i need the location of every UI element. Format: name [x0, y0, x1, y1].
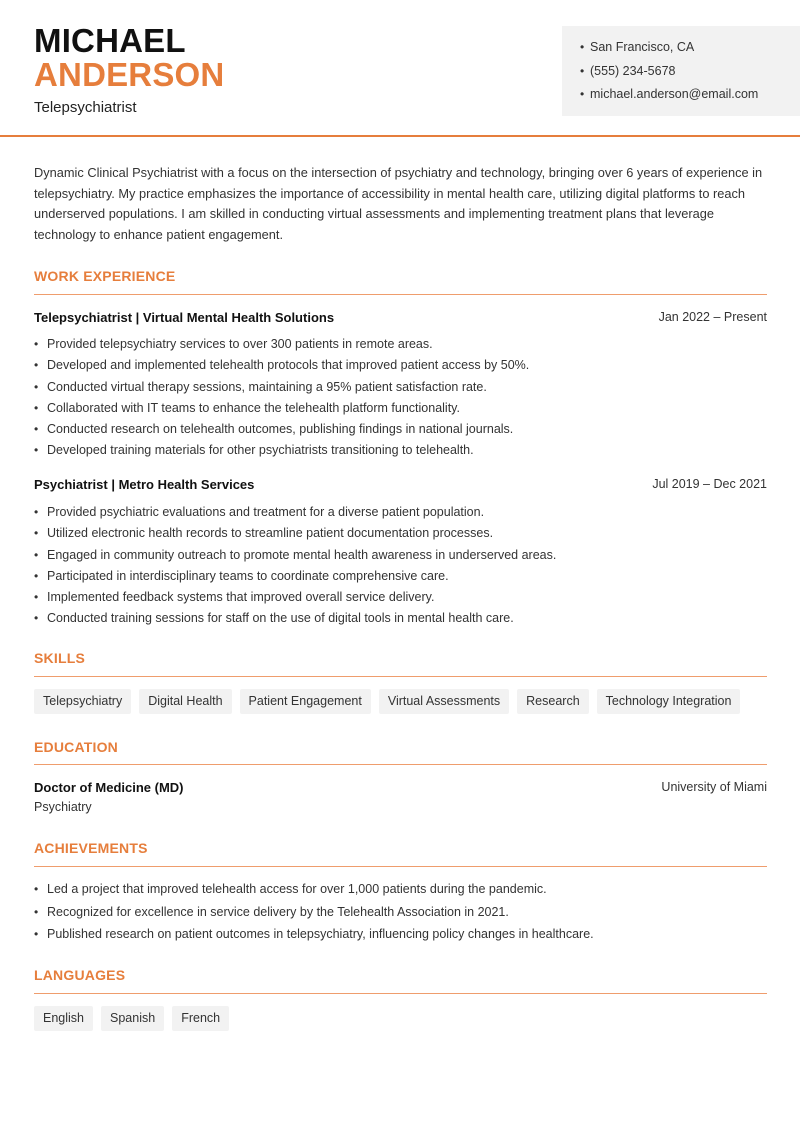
skills-list — [34, 689, 740, 714]
job-date: Jul 2019 – Dec 2021 — [652, 477, 767, 491]
section-divider — [34, 866, 767, 867]
list-item: • Published research on patient outcomes in telepsychiatry, influencing policy changes in healthcare. — [34, 926, 767, 949]
list-item: • Implemented feedback systems that improved overall service delivery. — [34, 589, 767, 610]
list-item: • Provided psychiatric evaluations and treatment for a diverse patient population. — [34, 504, 767, 525]
list-item: • Collaborated with IT teams to enhance the telehealth platform functionality. — [34, 400, 767, 421]
section-title-languages: LANGUAGES — [34, 967, 126, 983]
bullet-icon: • — [34, 400, 39, 415]
bullet-icon: • — [34, 547, 39, 562]
education-header — [34, 780, 767, 795]
bullet-icon: • — [34, 443, 39, 458]
list-item: • Developed and implemented telehealth protocols that improved patient access by 50%. — [34, 357, 767, 378]
job-header — [34, 310, 767, 325]
bullet-icon: • — [34, 337, 39, 351]
job-title: Telepsychiatrist — [34, 99, 137, 116]
bullet-icon: • — [580, 63, 585, 78]
last-name: ANDERSON — [34, 56, 225, 93]
achievements-list — [34, 881, 767, 949]
job-header — [34, 477, 767, 492]
section-divider — [34, 294, 767, 295]
list-item: • Engaged in community outreach to promote mental health awareness in underserved areas. — [34, 547, 767, 568]
language-tag: English — [34, 1006, 93, 1031]
job-role: Psychiatrist | Metro Health Services — [34, 477, 255, 492]
bullet-icon: • — [34, 422, 39, 437]
job-bullets — [34, 336, 767, 464]
skill-tag: Digital Health — [139, 689, 231, 714]
bullet-icon: • — [34, 590, 39, 605]
bullet-icon: • — [580, 87, 585, 101]
skill-tag: Research — [517, 689, 589, 714]
job-role: Telepsychiatrist | Virtual Mental Health Solutions — [34, 310, 335, 325]
summary-paragraph: Dynamic Clinical Psychiatrist with a focus on the intersection of psychiatry and technology, bringing over 6 years of experience in telepsychiatry. My practice emphasizes the importance of accessibility in mental health care, utilizing digital platforms to reach underserved populations. I am skilled in conducting virtual assessments and implementing treatment plans that leverage technology to enhance patient engagement. — [34, 165, 763, 242]
list-item: • Provided telepsychiatry services to over 300 patients in remote areas. — [34, 336, 767, 357]
section-divider — [34, 764, 767, 765]
language-tag: Spanish — [101, 1006, 164, 1031]
skill-tag: Telepsychiatry — [34, 689, 131, 714]
bullet-icon: • — [34, 505, 39, 519]
list-item: • Recognized for excellence in service delivery by the Telehealth Association in 2021. — [34, 904, 767, 927]
bullet-icon: • — [34, 358, 39, 373]
section-title-achievements: ACHIEVEMENTS — [34, 840, 148, 856]
contact-email[interactable] — [580, 86, 782, 110]
skill-tag: Technology Integration — [597, 689, 741, 714]
section-divider — [34, 993, 767, 994]
languages-list — [34, 1006, 229, 1031]
skill-tag: Patient Engagement — [240, 689, 371, 714]
bullet-icon: • — [34, 379, 39, 394]
section-title-work: WORK EXPERIENCE — [34, 268, 176, 284]
list-item: • Developed training materials for other psychiatrists transitioning to telehealth. — [34, 442, 767, 463]
list-item: • Participated in interdisciplinary teams to coordinate comprehensive care. — [34, 568, 767, 589]
bullet-icon: • — [34, 568, 39, 583]
bullet-icon: • — [34, 904, 39, 919]
contact-location-text: San Francisco, CA — [590, 40, 695, 54]
bullet-icon: • — [34, 927, 39, 941]
bullet-icon: • — [34, 611, 39, 626]
language-tag: French — [172, 1006, 229, 1031]
list-item: • Utilized electronic health records to streamline patient documentation processes. — [34, 525, 767, 546]
education-school: University of Miami — [661, 780, 767, 794]
contact-box — [562, 26, 800, 116]
contact-email-text[interactable]: michael.anderson@email.com — [590, 87, 759, 101]
section-title-skills: SKILLS — [34, 650, 85, 666]
job-bullets — [34, 504, 767, 632]
list-item: • Conducted research on telehealth outcomes, publishing findings in national journals. — [34, 421, 767, 442]
education-field: Psychiatry — [34, 800, 92, 814]
resume-header — [0, 0, 800, 137]
list-item: • Conducted training sessions for staff on the use of digital tools in mental health care. — [34, 610, 767, 631]
bullet-icon: • — [580, 40, 585, 54]
contact-location — [580, 39, 782, 63]
section-title-education: EDUCATION — [34, 739, 118, 755]
job-date: Jan 2022 – Present — [658, 310, 767, 324]
list-item: • Conducted virtual therapy sessions, maintaining a 95% patient satisfaction rate. — [34, 379, 767, 400]
bullet-icon: • — [34, 882, 39, 896]
contact-phone — [580, 63, 782, 87]
list-item: • Led a project that improved telehealth access for over 1,000 patients during the pandemic. — [34, 881, 767, 904]
first-name: MICHAEL — [34, 22, 186, 59]
education-degree: Doctor of Medicine (MD) — [34, 780, 184, 795]
contact-phone-text: (555) 234-5678 — [590, 63, 676, 78]
section-divider — [34, 676, 767, 677]
skill-tag: Virtual Assessments — [379, 689, 509, 714]
bullet-icon: • — [34, 526, 39, 541]
